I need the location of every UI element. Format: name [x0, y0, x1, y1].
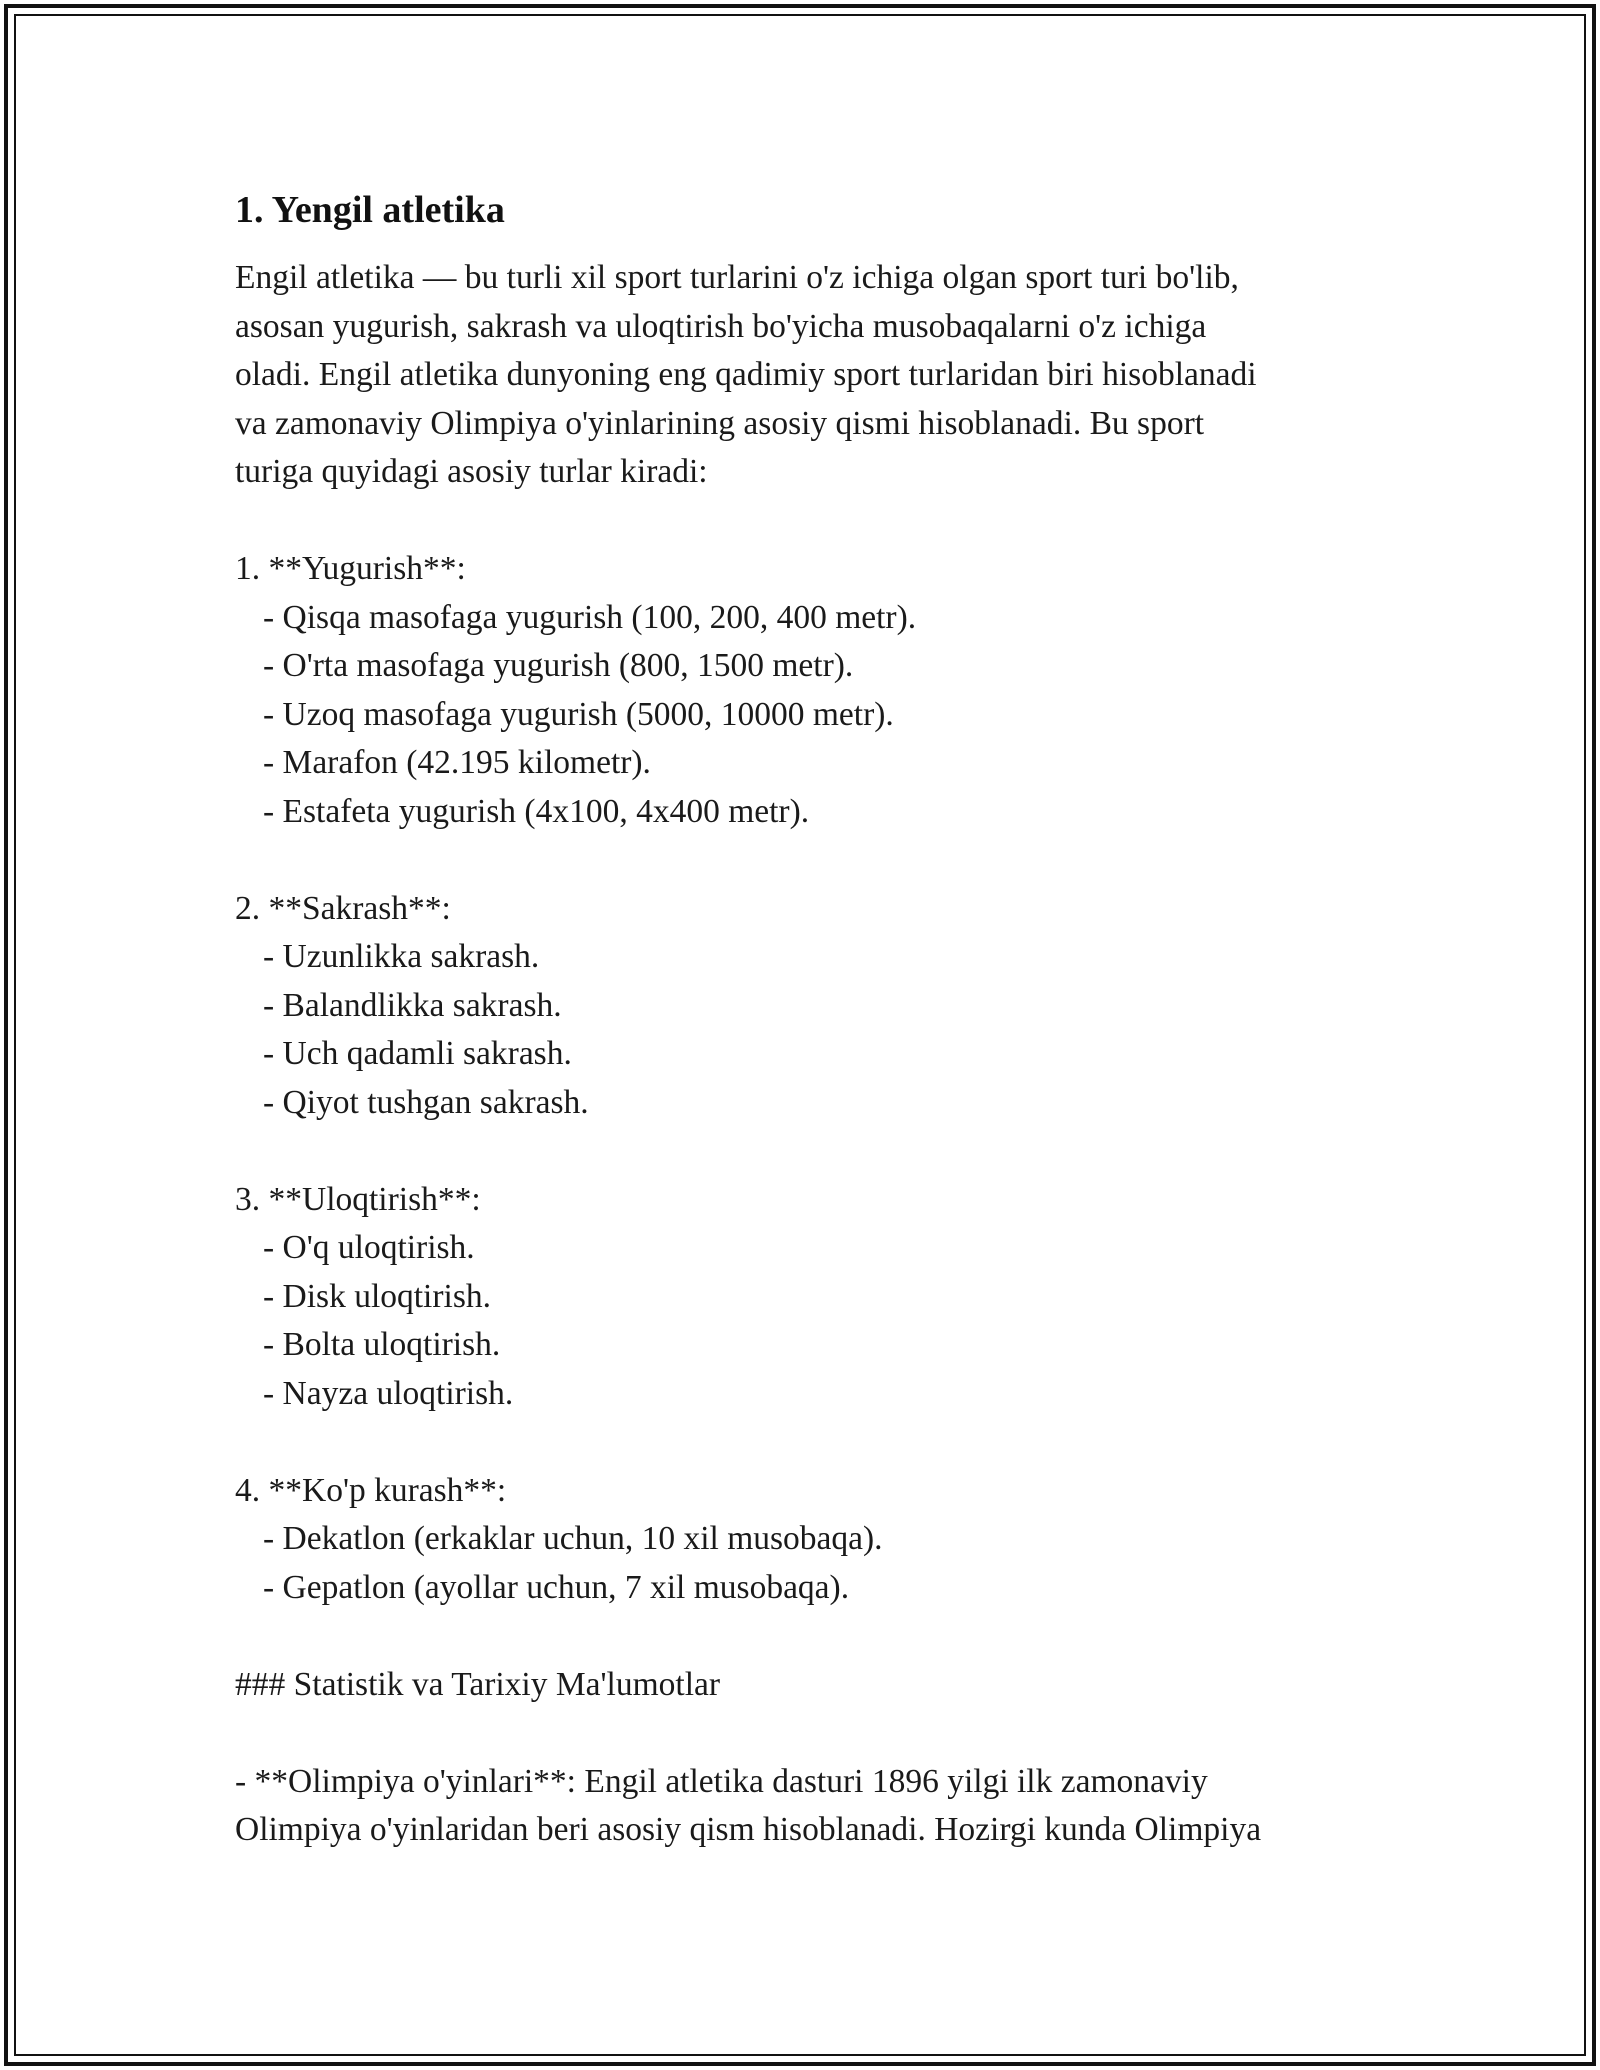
section-title-kop-kurash: 4. **Ko'p kurash**:	[235, 1471, 507, 1509]
spacer	[235, 1127, 1375, 1176]
list-item: - Qisqa masofaga yugurish (100, 200, 400 metr).	[263, 598, 917, 636]
section-title-yugurish: 1. **Yugurish**:	[235, 550, 466, 587]
intro-line: Engil atletika — bu turli xil sport turlarini o'z ichiga olgan sport turi bo'lib,	[235, 259, 1239, 296]
list-item: - Marafon (42.195 kilometr).	[263, 744, 651, 781]
section-title-uloqtirish: 3. **Uloqtirish**:	[235, 1180, 481, 1218]
list-item: - Uzunlikka sakrash.	[263, 938, 540, 975]
list-item: - Qiyot tushgan sakrash.	[263, 1083, 589, 1121]
spacer	[235, 1709, 1375, 1758]
document-body	[235, 186, 1375, 1855]
list-item: - Uzoq masofaga yugurish (5000, 10000 metr).	[263, 695, 894, 733]
intro-paragraph	[235, 254, 1375, 1855]
intro-line: va zamonaviy Olimpiya o'yinlarining asosiy qismi hisoblanadi. Bu sport	[235, 404, 1205, 442]
spacer	[235, 1612, 1375, 1661]
list-item: - Nayza uloqtirish.	[263, 1374, 514, 1412]
spacer	[235, 1418, 1375, 1467]
spacer	[235, 497, 1375, 546]
list-item: - Dekatlon (erkaklar uchun, 10 xil musobaqa).	[263, 1520, 883, 1557]
section-title-sakrash: 2. **Sakrash**:	[235, 889, 451, 927]
intro-line: asosan yugurish, sakrash va uloqtirish bo'yicha musobaqalarni o'z ichiga	[235, 307, 1207, 345]
list-item: - O'q uloqtirish.	[263, 1229, 475, 1266]
stats-heading: ### Statistik va Tarixiy Ma'lumotlar	[235, 1665, 721, 1703]
list-item: - Bolta uloqtirish.	[263, 1326, 501, 1363]
list-item: - O'rta masofaga yugurish (800, 1500 metr).	[263, 647, 854, 684]
list-item: - Disk uloqtirish.	[263, 1277, 491, 1315]
spacer	[235, 836, 1375, 885]
list-item: - Estafeta yugurish (4x100, 4x400 metr).	[263, 792, 810, 830]
intro-line: turiga quyidagi asosiy turlar kiradi:	[235, 453, 708, 490]
stats-line: Olimpiya o'yinlaridan beri asosiy qism hisoblanadi. Hozirgi kunda Olimpiya	[235, 1811, 1262, 1848]
list-item: - Gepatlon (ayollar uchun, 7 xil musobaqa).	[263, 1568, 850, 1606]
list-item: - Uch qadamli sakrash.	[263, 1035, 572, 1072]
stats-line: - **Olimpiya o'yinlari**: Engil atletika dasturi 1896 yilgi ilk zamonaviy	[235, 1762, 1208, 1800]
intro-line: oladi. Engil atletika dunyoning eng qadimiy sport turlaridan biri hisoblanadi	[235, 356, 1257, 393]
document-heading: 1. Yengil atletika	[235, 189, 505, 231]
list-item: - Balandlikka sakrash.	[263, 986, 562, 1024]
